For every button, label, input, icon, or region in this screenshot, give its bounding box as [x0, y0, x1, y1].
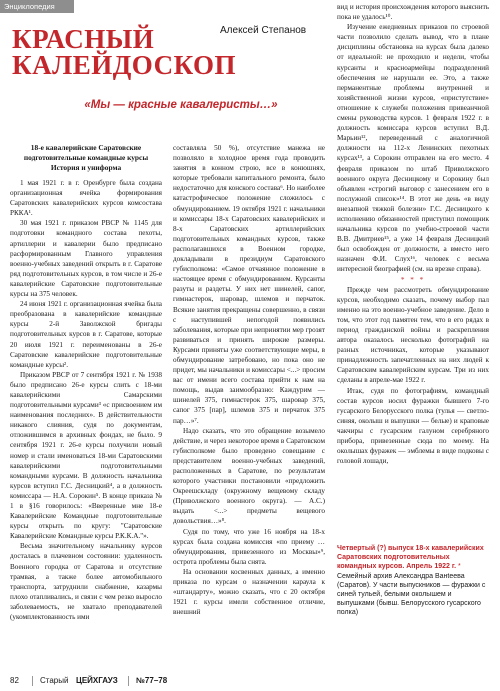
paragraph: составляла 50 %), отсутствие манежа не позволяло в холодное время года проводить занятия в конном строю, все в конюшнях, которые требовали капитального ремонта, было недостаточно для конского состава⁶. Но наиболее катастрофическое положение сложилось с обмундированием. 19 октября 1921 г. начальники и комиссары 18-х Саратовских кавалерийских и 8-х Саратовских артиллерийских подготовительных командных курсов, также располагавшихся в Военном городке, докладывали в президиум Саратовского губисполкома: «Самое отчаянное положение в настоящее время с обмундированием. Курсанты разуты и раздеты. У них нет шинелей, сапог, гимнастерок, шаровар, шлемов и перчаток. Всякие занятия прекращены совершенно, в связи с наступившей непогодой появились заболевания, которые при непринятии мер грозят развиваться и принять широкие размеры. Курсами приняты уже соответствующие меры, в обмундирование затребовано, но пока оно не придет, мы начальники и комиссары <...> просим вас от имени всего состава прийти к нам на помощь, выдав заимообразно: Каждурим — шинелей 375, гимнастерок 375, шаровар 375, сапог 375 [пар], шлемов 375 и перчаток 375 пар…»⁷. — [173, 144, 325, 425]
article-subtitle: «Мы — красные кавалеристы…» — [84, 99, 278, 111]
paragraph: На основании косвенных данных, а именно приказа по курсам о назначении караула к «штандарту», можно сказать, что с 20 октября 1921 г. курсы имели собственное отличие, внешний — [173, 567, 325, 617]
page-number: 82 — [10, 676, 19, 685]
paragraph: Итак, судя по фотографиям, командный состав курсов носил фуражки бывшего 7-го гусарского Белорусского полка (тулья — светло-синяя, околыш и выпушки — белые) и краповые чакчиры с гусарским галуном серебряного прибора, привезенные сюда по моему. На околышах фуражек — эмблемы в виде подковы с головой лошади, — [337, 386, 489, 466]
paragraph: Судя по тому, что уже 16 ноября на 18-х курсах была создана комиссия «по приему … обмундирования, привезенного из Москвы»⁹, острота проблемы была снята. — [173, 527, 325, 566]
title-line-1: КРАСНЫЙ — [12, 24, 155, 54]
paragraph: 1 мая 1921 г. в г. Оренбурге была создана организационная ячейка формирования Саратовских кавалерийских курсов комсостава РККА¹. — [10, 179, 162, 218]
column-3 — [337, 2, 489, 466]
paragraph: 24 июня 1921 г. организационная ячейка была преобразована в кавалерийские командные курсы 2-й Заволжской бригады подготовительных курсов в г. Саратове, которые 20 июля 1921 г. переименованы в 26-е Саратовские кавалерийские подготовительные командные курсы². — [10, 300, 162, 369]
photo-caption — [337, 544, 489, 618]
article-title — [12, 26, 236, 78]
paragraph: вид и история происхождения которого выяснить пока не удалось¹⁰. — [337, 3, 489, 22]
column-2 — [173, 143, 325, 617]
section-separator: * * * — [400, 275, 426, 284]
paragraph: Надо сказать, что это обращение возымело действие, и через некоторое время в Саратовском губисполкоме было проведено совещание с представителем военно-учебных заведений, расположенных в Саратове, по результатам которого участники постановили «предложить Окреешскладу (окружному вещевому складу (Приволжского военного округа). — А.С.) выдать <...> предметы вещевого довольствия…»⁸. — [173, 426, 325, 526]
title-line-2: КАЛЕЙДОСКОП — [12, 50, 237, 80]
magazine-name-word2: ЦЕЙХГАУЗ — [76, 676, 118, 685]
magazine-name-word1: Старый — [40, 676, 69, 685]
paragraph: Приказом РВСР от 7 сентября 1921 г. № 1938 было предписано 26-е курсы слить с 18-ми кавалерийскими Самарскими подготовительными курсами³ «с присвоением им наименования последних». В действительности никакого слияния, судя по документам, отложившимся в архивных фондах, не было. 9 сентября 1921 г. 26-е курсы получили новый номер и стали именоваться 18-ми Саратовскими кавалерийскими подготовительными командными курсами. В должность начальника курсов вступил Г.С. Десницкий⁴, а в должность комиссара — Н.А. Сорокин⁵. В конце приказа № 1 в §16 говорилось: «Вверенные мне 18-е Кавалерийские Командные подготовительные курсы открыть по кругу: "Саратовские Кавалерийские Командные курсы Р.К.К.А."». — [10, 370, 162, 541]
paragraph: Весьма значительному начальнику курсов досталась в плачевном состоянии: удаленность Военного городка от Саратова и отсутствие трамвая, а также более автомобильного транспорта, затруднили снабжение, казармы плохо отапливались, и связи с чем резко выросло заболеваемость, не хватало преподавателей (укомплектованность ими — [10, 542, 162, 622]
caption-text: Семейный архив Александра Ванteева (Саратов). У части выпускников — фуражки с синей тульей, белыми околышем и выпушками (бывш. Белорусского гусарского полка) — [337, 572, 486, 617]
caption-star: * — [458, 563, 461, 571]
paragraph: Прежде чем рассмотреть обмундирование курсов, необходимо сказать, почему выбор пал именно на это военно-учебное заведение. Дело в том, что этот год памятен тем, что в его рядах в период гражданской войны и раскрепления автора оказалось несколько фотографий на разных источниках, которые указывают принадлежность запечатленных на них людей к Саратовским кавалерийским курсам. Три из них сделаны в апреле-мае 1922 г. — [337, 285, 489, 385]
author-name: Алексей Степанов — [220, 25, 307, 36]
page-footer — [10, 674, 490, 688]
caption-title: Четвертый (?) выпуск 18-х кавалерийских Саратовских подготовительных командных курсов. Апрель 1922 г. — [337, 545, 484, 571]
footer-divider — [32, 676, 33, 686]
column-1 — [10, 178, 162, 622]
issue-number: №77–78 — [136, 676, 168, 685]
paragraph: Изучение ежедневных приказов по строевой части позволило сделать вывод, что в плане дисциплины обстановка на курсах была далеко от идеальной: не проходило и недели, чтобы курсанты и красноармейцы подразделений обеспечения не нарушали ее. Это, а также перманентные проблемы внутренней и хозяйственной жизни курсов, «пристутствие» отношение к служебн положения привеанчной смены руководства курсов. 1 февраля 1922 г. в должность комиссара курсов вступил В.Д. Марьин¹², переведенный с аналогичной должности на 112-х Ленинских пехотных курсах¹³, а Сорокин отправлен на его место. 4 февраля приказом по штаб Приволжского военного округа Десницкому и Сорокину был объявлен «строгий выговор с занесением его в послужной список»¹⁴. В этот же день «в виду внезапной тяжкой болезни» Г.С. Десницкого к исполнению обязанностей приступил помощник начальника курсов по учебно-строевой части В.В. Дмитриев¹⁵, а уже 14 февраля Десницкий был освобожден от должности, а вместо него назначен Ф.И. Слух¹⁶, человек с весьма интересной биографией (см. на врезке справа). — [337, 23, 489, 274]
section-heading: 18-е кавалерийские Саратовские подготовительные командные курсы История и униформа — [23, 143, 149, 172]
paragraph: 30 мая 1921 г. приказом РВСР № 1145 для подготовки командного состава пехоты, артиллерии и кавалерии было предписано расформированным Главного управления военно-учебных заведений открыть в г. Саратове ряд подготовительных курсов, в том числе и 26-е кавалерийские Саратовские подготовительные курсы на 375 человек. — [10, 219, 162, 299]
section-tab: Энциклопедия РККА — [0, 0, 74, 13]
footer-divider — [128, 676, 129, 686]
